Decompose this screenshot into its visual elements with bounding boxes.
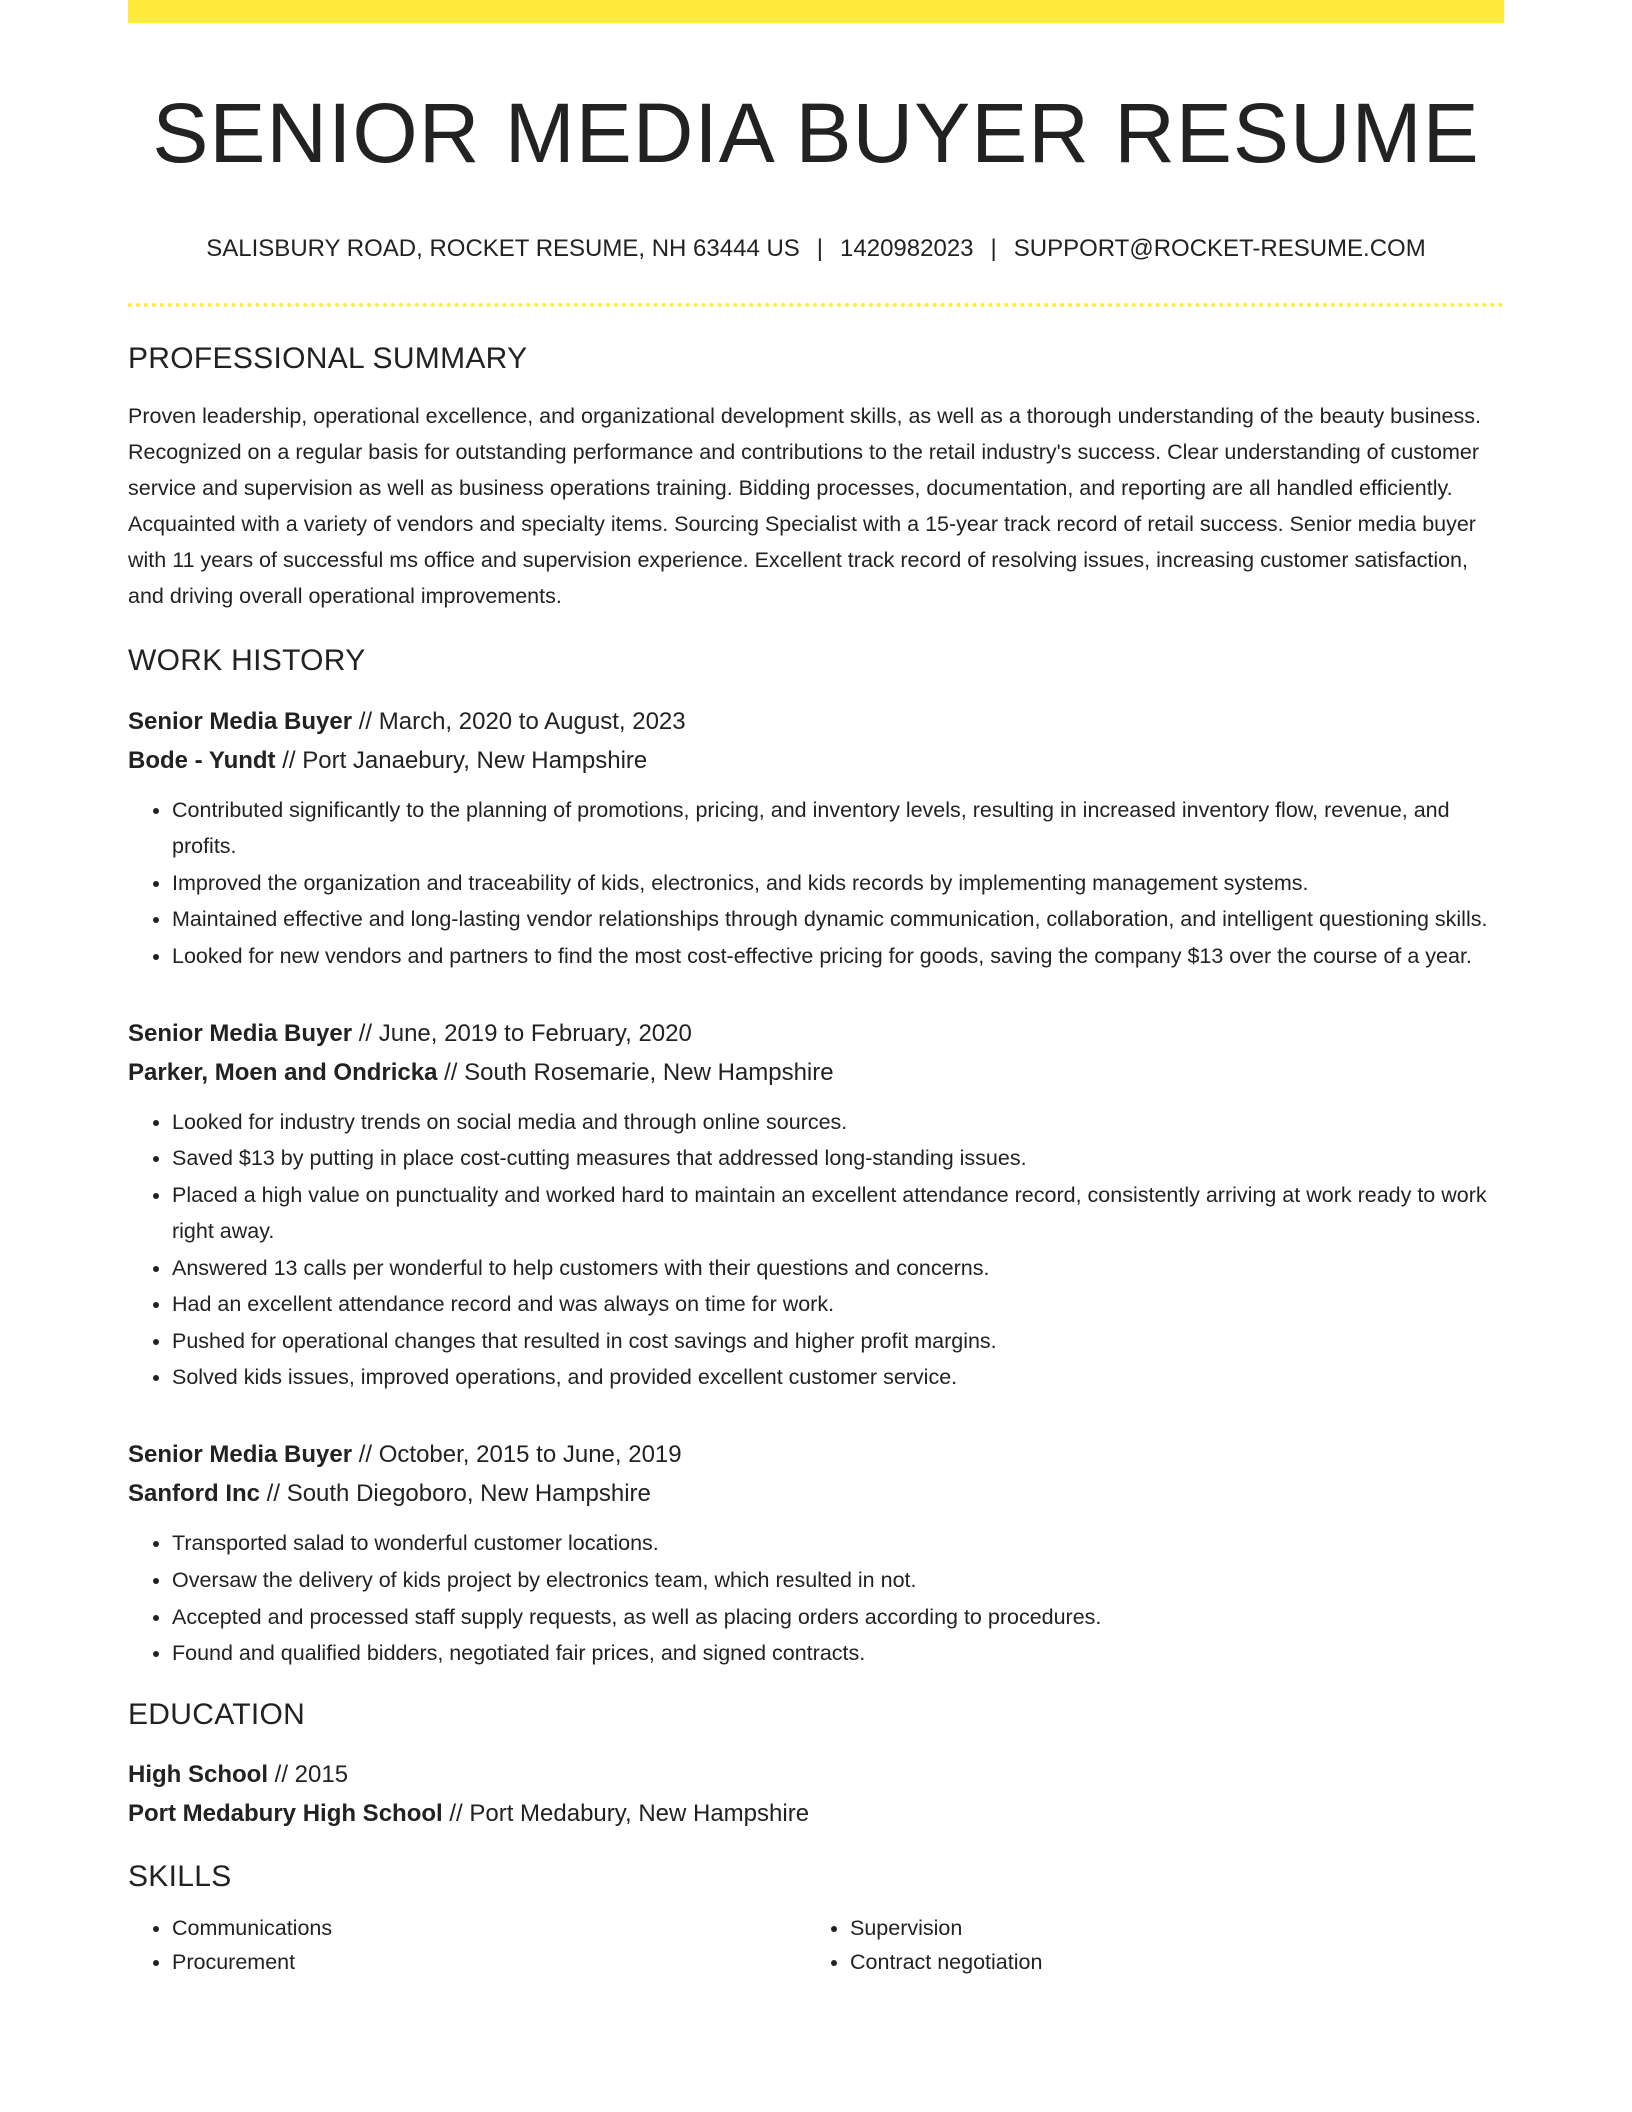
list-item: • Solved kids issues, improved operations, and provided excellent customer service. <box>172 1359 1504 1395</box>
contact-phone: 1420982023 <box>840 235 974 262</box>
list-item: • Looked for industry trends on social media and through online sources. <box>172 1104 1504 1140</box>
job-bullets <box>128 1104 1504 1396</box>
list-item: • Looked for new vendors and partners to find the most cost-effective pricing for goods, saving the company $13 over the course of a year. <box>172 938 1504 974</box>
resume-title: SENIOR MEDIA BUYER RESUME <box>152 86 1480 180</box>
job-title: Senior Media Buyer <box>128 1441 353 1469</box>
list-item: • Accepted and processed staff supply requests, as well as placing orders according to procedures. <box>172 1599 1504 1635</box>
job-company-line <box>128 741 1504 780</box>
education-entry <box>128 1755 1504 1833</box>
work-history-heading: WORK HISTORY <box>128 644 366 677</box>
job-dates: // June, 2019 to February, 2020 <box>352 1019 692 1047</box>
list-item: • Saved $13 by putting in place cost-cutting measures that addressed long-standing issues. <box>172 1140 1504 1176</box>
list-item: • Supervision <box>850 1911 1484 1945</box>
dotted-divider <box>128 303 1504 307</box>
accent-bar <box>128 0 1504 23</box>
job-entry <box>128 1014 1504 1396</box>
job-dates: // March, 2020 to August, 2023 <box>352 708 686 735</box>
degree: High School <box>128 1761 268 1789</box>
list-item: • Placed a high value on punctuality and worked hard to maintain an excellent attendance record, consistently arriving at work ready to work right away. <box>172 1177 1504 1249</box>
skills-right-column <box>806 1911 1484 1979</box>
job-company: Bode - Yundt <box>128 747 276 774</box>
contact-separator: | <box>816 235 824 262</box>
list-item: • Procurement <box>172 1945 806 1979</box>
contact-address: SALISBURY ROAD, ROCKET RESUME, NH 63444 US <box>206 235 800 262</box>
contact-email[interactable]: SUPPORT@ROCKET-RESUME.COM <box>1013 235 1426 262</box>
job-location: // South Rosemarie, New Hampshire <box>437 1058 834 1086</box>
job-title-line <box>128 1435 1504 1474</box>
job-bullets <box>128 1525 1504 1671</box>
contact-line <box>128 234 1504 264</box>
school-line <box>128 1794 1504 1833</box>
list-item: • Contributed significantly to the planning of promotions, pricing, and inventory levels, resulting in increased inventory flow, revenue, and profits. <box>172 792 1504 864</box>
job-bullets <box>128 792 1504 974</box>
job-entry <box>128 1435 1504 1671</box>
list-item: • Contract negotiation <box>850 1945 1484 1979</box>
list-item: • Answered 13 calls per wonderful to help customers with their questions and concerns. <box>172 1250 1504 1286</box>
list-item: • Oversaw the delivery of kids project by electronics team, which resulted in not. <box>172 1562 1504 1598</box>
degree-line <box>128 1755 1504 1794</box>
education-heading: EDUCATION <box>128 1698 306 1732</box>
school-name: Port Medabury High School <box>128 1800 443 1828</box>
list-item: • Improved the organization and traceability of kids, electronics, and kids records by implementing management systems. <box>172 865 1504 901</box>
job-entry <box>128 702 1504 974</box>
job-location: // South Diegoboro, New Hampshire <box>260 1480 651 1508</box>
list-item: • Maintained effective and long-lasting vendor relationships through dynamic communication, collaboration, and intelligent questioning skills. <box>172 901 1504 937</box>
contact-separator: | <box>990 235 997 262</box>
job-title: Senior Media Buyer <box>128 708 353 735</box>
list-item: • Found and qualified bidders, negotiated fair prices, and signed contracts. <box>172 1635 1504 1671</box>
job-title-line <box>128 1014 1504 1053</box>
job-location: // Port Janaebury, New Hampshire <box>275 747 648 774</box>
job-title: Senior Media Buyer <box>128 1019 353 1047</box>
resume-page <box>128 0 1504 1979</box>
school-location: // Port Medabury, New Hampshire <box>442 1800 810 1828</box>
summary-text: Proven leadership, operational excellence, and organizational development skills, as well as a thorough understanding of the beauty business. Recognized on a regular basis for outstanding performance and contributions to the retail industry's success. Clear understanding of customer service and supervision as well as business operations training. Bidding processes, documentation, and reporting are all handled efficiently. Acquainted with a variety of vendors and specialty items. Sourcing Specialist with a 15-year track record of retail success. Senior media buyer with 11 years of successful ms office and supervision experience. Excellent track record of resolving issues, increasing customer satisfaction, and driving overall operational improvements. <box>128 404 1481 608</box>
list-item: • Communications <box>172 1911 806 1945</box>
list-item: • Transported salad to wonderful customer locations. <box>172 1525 1504 1561</box>
list-item: • Had an excellent attendance record and was always on time for work. <box>172 1286 1504 1322</box>
job-company: Sanford Inc <box>128 1480 261 1508</box>
education-year: // 2015 <box>268 1761 349 1789</box>
job-dates: // October, 2015 to June, 2019 <box>352 1441 682 1469</box>
skills-columns <box>128 1911 1504 1979</box>
job-title-line <box>128 702 1504 741</box>
job-company-line <box>128 1053 1504 1092</box>
skills-heading: SKILLS <box>128 1860 232 1894</box>
skills-left-column <box>128 1911 806 1979</box>
job-company: Parker, Moen and Ondricka <box>128 1058 438 1086</box>
list-item: • Pushed for operational changes that resulted in cost savings and higher profit margins. <box>172 1323 1504 1359</box>
job-company-line <box>128 1474 1504 1513</box>
summary-heading: PROFESSIONAL SUMMARY <box>128 342 528 375</box>
